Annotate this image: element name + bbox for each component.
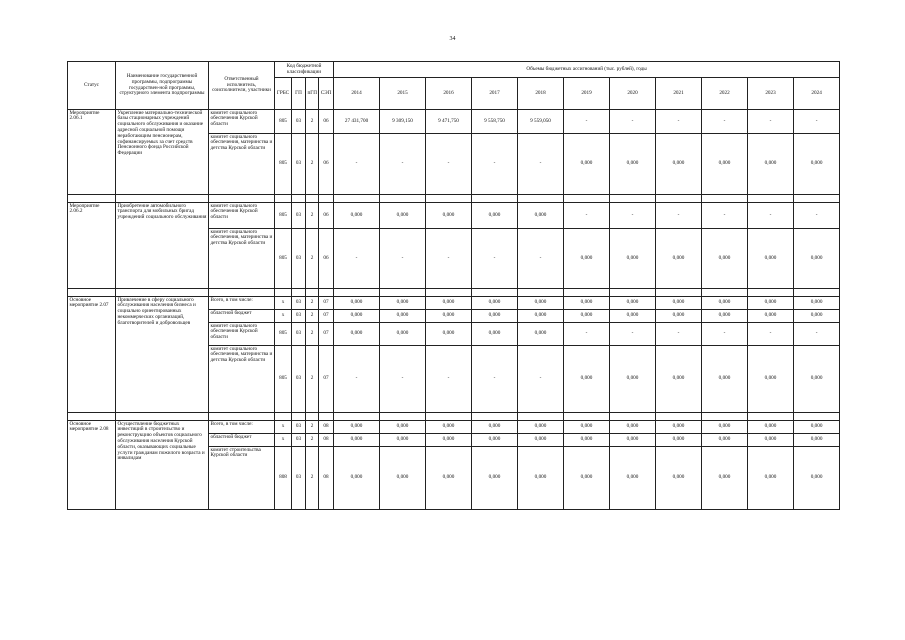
spacer-cell (306, 289, 319, 297)
spacer-cell (68, 413, 116, 421)
value-cell: 0,000 (610, 134, 656, 195)
spacer-cell (656, 413, 702, 421)
table-row (68, 110, 840, 134)
header-name: Наименование государственной программы, подпрограммы государствен-ной программы, структурного элемента подпрограммы (116, 62, 209, 110)
code-cell: 03 (292, 447, 306, 510)
header-code-2: пГП (306, 78, 319, 110)
code-cell: 03 (292, 134, 306, 195)
value-cell: 0,000 (518, 297, 564, 310)
header-responsible: Ответственный исполнитель, соисполнители, участники (209, 62, 275, 110)
header-year-2022: 2022 (702, 78, 748, 110)
table-row (68, 297, 840, 310)
value-cell: 9 558,750 (472, 110, 518, 134)
code-cell: 805 (275, 203, 292, 229)
spacer-cell (116, 413, 209, 421)
value-cell: 0,000 (518, 203, 564, 229)
code-cell: 07 (319, 346, 334, 413)
value-cell: 0,000 (702, 134, 748, 195)
code-cell: 07 (319, 323, 334, 346)
section-spacer (68, 413, 840, 421)
value-cell: 0,000 (518, 447, 564, 510)
spacer-cell (702, 195, 748, 203)
spacer-cell (319, 413, 334, 421)
spacer-cell (748, 195, 794, 203)
value-cell: 0,000 (748, 310, 794, 323)
code-cell: 03 (292, 310, 306, 323)
header-year-2024: 2024 (794, 78, 840, 110)
value-cell: - (518, 229, 564, 289)
name-cell: Приобретение автомобильного транспорта для мобильных бригад учреждений социального обслуживания (116, 203, 209, 289)
value-cell: 0,000 (518, 421, 564, 434)
responsible-cell: комитет социального обеспечения Курской области (209, 110, 275, 134)
code-cell: 808 (275, 447, 292, 510)
value-cell: - (564, 323, 610, 346)
responsible-cell: областной бюджет (209, 310, 275, 323)
spacer-cell (334, 195, 380, 203)
spacer-cell (209, 413, 275, 421)
value-cell: 0,000 (564, 447, 610, 510)
value-cell: - (564, 203, 610, 229)
spacer-cell (794, 195, 840, 203)
code-cell: 805 (275, 110, 292, 134)
header-code-3: СЭП (319, 78, 334, 110)
spacer-cell (518, 413, 564, 421)
value-cell: 0,000 (518, 323, 564, 346)
spacer-cell (334, 289, 380, 297)
value-cell: 0,000 (748, 346, 794, 413)
code-cell: 06 (319, 229, 334, 289)
spacer-cell (209, 195, 275, 203)
spacer-cell (426, 289, 472, 297)
header-status: Статус (68, 62, 116, 110)
code-cell: 08 (319, 434, 334, 447)
code-cell: 06 (319, 134, 334, 195)
value-cell: 0,000 (426, 434, 472, 447)
value-cell: 0,000 (794, 346, 840, 413)
spacer-cell (610, 413, 656, 421)
spacer-cell (610, 195, 656, 203)
value-cell: 0,000 (794, 447, 840, 510)
value-cell: 0,000 (610, 346, 656, 413)
value-cell: 0,000 (794, 434, 840, 447)
code-cell: 03 (292, 229, 306, 289)
value-cell: 0,000 (748, 134, 794, 195)
responsible-cell: комитет строительства Курской области (209, 447, 275, 510)
budget-table (67, 61, 840, 510)
value-cell: 0,000 (564, 421, 610, 434)
value-cell: - (334, 134, 380, 195)
code-cell: 805 (275, 134, 292, 195)
code-cell: 03 (292, 346, 306, 413)
code-cell: 805 (275, 229, 292, 289)
header-year-2017: 2017 (472, 78, 518, 110)
header-code-1: ГП (292, 78, 306, 110)
code-cell: х (275, 421, 292, 434)
code-cell: 07 (319, 297, 334, 310)
value-cell: 0,000 (334, 203, 380, 229)
section-spacer (68, 195, 840, 203)
spacer-cell (472, 195, 518, 203)
spacer-cell (656, 289, 702, 297)
value-cell: 0,000 (426, 203, 472, 229)
code-cell: 2 (306, 421, 319, 434)
value-cell: 0,000 (748, 434, 794, 447)
table-row (68, 421, 840, 434)
name-cell: Укрепление материально-технической базы стационарных учреждений социального обслуживания и оказание адресной социальной помощи неработающим пенсионерам, софинансируемых за счет средств Пенсионного фонда Российской Федерации (116, 110, 209, 195)
value-cell: 0,000 (334, 297, 380, 310)
value-cell: - (656, 110, 702, 134)
value-cell: 0,000 (518, 434, 564, 447)
code-cell: 2 (306, 297, 319, 310)
value-cell: 0,000 (610, 310, 656, 323)
code-cell: 2 (306, 310, 319, 323)
spacer-cell (748, 289, 794, 297)
status-cell: Мероприятие 2.06.2 (68, 203, 116, 289)
value-cell: - (426, 134, 472, 195)
spacer-cell (748, 413, 794, 421)
value-cell: - (380, 346, 426, 413)
value-cell: 0,000 (518, 310, 564, 323)
table-row (68, 203, 840, 229)
code-cell: 2 (306, 323, 319, 346)
value-cell: - (334, 346, 380, 413)
code-cell: 06 (319, 110, 334, 134)
spacer-cell (275, 413, 292, 421)
value-cell: 0,000 (334, 447, 380, 510)
value-cell: 0,000 (472, 297, 518, 310)
header-year-2021: 2021 (656, 78, 702, 110)
name-cell: Осуществление бюджетных инвестиций в строительство и реконструкцию объектов социального обслуживания населения Курской области, оказывающих социальные услуги гражданам пожилого возраста и инвалидам (116, 421, 209, 510)
spacer-cell (292, 195, 306, 203)
code-cell: 03 (292, 297, 306, 310)
value-cell: 0,000 (656, 447, 702, 510)
header-year-2019: 2019 (564, 78, 610, 110)
spacer-cell (518, 289, 564, 297)
value-cell: 0,000 (564, 134, 610, 195)
value-cell: 0,000 (656, 229, 702, 289)
value-cell: 0,000 (702, 297, 748, 310)
value-cell: - (794, 203, 840, 229)
responsible-cell: комитет социального обеспечения, материнства и детства Курской области (209, 134, 275, 195)
value-cell: - (610, 203, 656, 229)
header-year-2015: 2015 (380, 78, 426, 110)
header-code-0: ГРБС (275, 78, 292, 110)
value-cell: - (702, 110, 748, 134)
value-cell: 0,000 (380, 434, 426, 447)
value-cell: 0,000 (794, 134, 840, 195)
value-cell: 0,000 (564, 229, 610, 289)
code-cell: 805 (275, 346, 292, 413)
value-cell: - (472, 229, 518, 289)
spacer-cell (209, 289, 275, 297)
value-cell: - (380, 229, 426, 289)
value-cell: 9 471,750 (426, 110, 472, 134)
spacer-cell (794, 289, 840, 297)
code-cell: х (275, 297, 292, 310)
value-cell: - (472, 346, 518, 413)
value-cell: 0,000 (564, 346, 610, 413)
spacer-cell (472, 289, 518, 297)
value-cell: - (380, 134, 426, 195)
spacer-cell (306, 413, 319, 421)
code-cell: 06 (319, 203, 334, 229)
spacer-cell (380, 289, 426, 297)
value-cell: 0,000 (794, 310, 840, 323)
responsible-cell: комитет социального обеспечения, материнства и детства Курской области (209, 229, 275, 289)
header-year-2023: 2023 (748, 78, 794, 110)
value-cell: - (656, 203, 702, 229)
value-cell: - (564, 110, 610, 134)
value-cell: 0,000 (702, 346, 748, 413)
spacer-cell (426, 413, 472, 421)
value-cell: - (794, 323, 840, 346)
value-cell: 0,000 (610, 447, 656, 510)
code-cell: х (275, 434, 292, 447)
value-cell: 0,000 (426, 447, 472, 510)
value-cell: 0,000 (702, 310, 748, 323)
code-cell: 2 (306, 110, 319, 134)
value-cell: 0,000 (472, 323, 518, 346)
value-cell: 0,000 (794, 229, 840, 289)
code-cell: 07 (319, 310, 334, 323)
value-cell: 0,000 (334, 421, 380, 434)
header-year-2018: 2018 (518, 78, 564, 110)
value-cell: 0,000 (656, 434, 702, 447)
code-cell: 2 (306, 134, 319, 195)
value-cell: 0,000 (564, 434, 610, 447)
value-cell: 0,000 (472, 447, 518, 510)
value-cell: 0,000 (472, 434, 518, 447)
value-cell: 0,000 (334, 310, 380, 323)
value-cell: - (426, 346, 472, 413)
value-cell: 0,000 (748, 421, 794, 434)
value-cell: 0,000 (426, 323, 472, 346)
value-cell: 0,000 (610, 297, 656, 310)
code-cell: 03 (292, 434, 306, 447)
responsible-cell: комитет социального обеспечения Курской области (209, 323, 275, 346)
code-cell: 03 (292, 110, 306, 134)
spacer-cell (794, 413, 840, 421)
value-cell: 0,000 (656, 310, 702, 323)
responsible-cell: комитет социального обеспечения, материнства и детства Курской области (209, 346, 275, 413)
value-cell: 0,000 (334, 323, 380, 346)
value-cell: - (794, 110, 840, 134)
value-cell: - (518, 346, 564, 413)
spacer-cell (702, 289, 748, 297)
header-year-2020: 2020 (610, 78, 656, 110)
spacer-cell (334, 413, 380, 421)
value-cell: 9 559,050 (518, 110, 564, 134)
value-cell: - (518, 134, 564, 195)
value-cell: 0,000 (748, 447, 794, 510)
code-cell: 2 (306, 447, 319, 510)
value-cell: 0,000 (564, 310, 610, 323)
value-cell: 0,000 (380, 447, 426, 510)
value-cell: 0,000 (656, 346, 702, 413)
value-cell: - (748, 323, 794, 346)
spacer-cell (380, 195, 426, 203)
code-cell: 03 (292, 323, 306, 346)
value-cell: - (702, 323, 748, 346)
spacer-cell (116, 289, 209, 297)
code-cell: 03 (292, 421, 306, 434)
value-cell: 0,000 (380, 310, 426, 323)
code-cell: 08 (319, 421, 334, 434)
value-cell: 0,000 (656, 134, 702, 195)
code-cell: 2 (306, 346, 319, 413)
code-cell: 08 (319, 447, 334, 510)
value-cell: 27 431,700 (334, 110, 380, 134)
responsible-cell: областной бюджет (209, 434, 275, 447)
value-cell: - (748, 110, 794, 134)
spacer-cell (116, 195, 209, 203)
value-cell: 0,000 (426, 310, 472, 323)
value-cell: 0,000 (794, 297, 840, 310)
value-cell: 0,000 (472, 203, 518, 229)
value-cell: - (656, 323, 702, 346)
value-cell: 0,000 (426, 297, 472, 310)
spacer-cell (564, 289, 610, 297)
spacer-cell (275, 289, 292, 297)
spacer-cell (319, 195, 334, 203)
spacer-cell (380, 413, 426, 421)
value-cell: 0,000 (472, 421, 518, 434)
spacer-cell (292, 413, 306, 421)
value-cell: 0,000 (380, 421, 426, 434)
header-year-2014: 2014 (334, 78, 380, 110)
value-cell: 0,000 (794, 421, 840, 434)
value-cell: 0,000 (610, 434, 656, 447)
code-cell: х (275, 310, 292, 323)
responsible-cell: Всего, в том числе: (209, 421, 275, 434)
value-cell: 0,000 (564, 297, 610, 310)
page-number: 34 (449, 36, 456, 42)
header-code-group: Код бюджетной классификации (275, 62, 334, 78)
value-cell: 0,000 (334, 434, 380, 447)
code-cell: 805 (275, 323, 292, 346)
value-cell: 0,000 (702, 229, 748, 289)
value-cell: 0,000 (426, 421, 472, 434)
spacer-cell (275, 195, 292, 203)
code-cell: 2 (306, 203, 319, 229)
name-cell: Привлечение в сферу социального обслуживания населения бизнеса и социально ориентированных некоммерческих организаций, благотворителей и добровольцев (116, 297, 209, 413)
value-cell: 0,000 (656, 421, 702, 434)
value-cell: 0,000 (702, 447, 748, 510)
value-cell: - (748, 203, 794, 229)
header-year-2016: 2016 (426, 78, 472, 110)
responsible-cell: Всего, в том числе: (209, 297, 275, 310)
value-cell: 0,000 (748, 297, 794, 310)
spacer-cell (656, 195, 702, 203)
spacer-cell (702, 413, 748, 421)
value-cell: 0,000 (380, 297, 426, 310)
spacer-cell (68, 195, 116, 203)
spacer-cell (610, 289, 656, 297)
spacer-cell (518, 195, 564, 203)
value-cell: - (610, 110, 656, 134)
spacer-cell (68, 289, 116, 297)
spacer-cell (426, 195, 472, 203)
spacer-cell (306, 195, 319, 203)
value-cell: - (610, 323, 656, 346)
status-cell: Мероприятие 2.06.1 (68, 110, 116, 195)
header-volume-group: Объемы бюджетных ассигнований (тыс. рублей), годы (334, 62, 840, 78)
responsible-cell: комитет социального обеспечения Курской области (209, 203, 275, 229)
spacer-cell (319, 289, 334, 297)
section-spacer (68, 289, 840, 297)
value-cell: 0,000 (748, 229, 794, 289)
status-cell: Основное мероприятие 2.08 (68, 421, 116, 510)
spacer-cell (564, 413, 610, 421)
value-cell: - (426, 229, 472, 289)
code-cell: 03 (292, 203, 306, 229)
spacer-cell (564, 195, 610, 203)
value-cell: 0,000 (610, 229, 656, 289)
value-cell: 0,000 (380, 203, 426, 229)
value-cell: - (472, 134, 518, 195)
code-cell: 2 (306, 229, 319, 289)
value-cell: - (702, 203, 748, 229)
value-cell: 0,000 (380, 323, 426, 346)
value-cell: - (334, 229, 380, 289)
code-cell: 2 (306, 434, 319, 447)
value-cell: 9 309,150 (380, 110, 426, 134)
spacer-cell (292, 289, 306, 297)
value-cell: 0,000 (610, 421, 656, 434)
value-cell: 0,000 (702, 434, 748, 447)
value-cell: 0,000 (702, 421, 748, 434)
value-cell: 0,000 (656, 297, 702, 310)
status-cell: Основное мероприятие 2.07 (68, 297, 116, 413)
value-cell: 0,000 (472, 310, 518, 323)
spacer-cell (472, 413, 518, 421)
